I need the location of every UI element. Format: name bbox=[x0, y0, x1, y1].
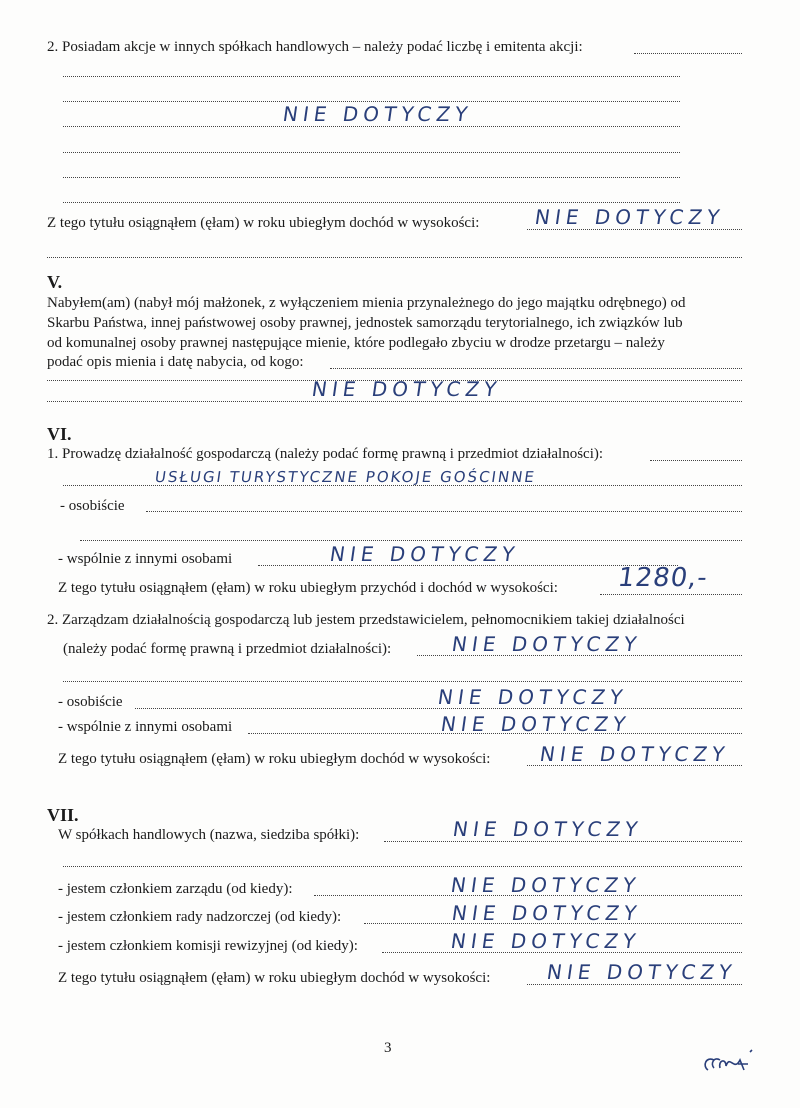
page-number: 3 bbox=[384, 1040, 392, 1056]
dotted-line bbox=[63, 76, 680, 77]
management-label-1: 2. Zarządzam działalnością gospodarczą lub jestem przedstawicielem, pełnomocnikiem takiej działalności bbox=[47, 612, 685, 628]
companies-answer: NIE DOTYCZY bbox=[451, 817, 644, 841]
dotted-line bbox=[650, 460, 742, 461]
section-v-text-4: podać opis mienia i datę nabycia, od kogo: bbox=[47, 354, 304, 370]
business-joint-label: - wspólnie z innymi osobami bbox=[58, 551, 233, 567]
supervisory-label: - jestem członkiem rady nadzorczej (od kiedy): bbox=[58, 909, 342, 925]
shares-answer: NIE DOTYCZY bbox=[281, 102, 474, 126]
item-shares-label: 2. Posiadam akcje w innych spółkach handlowych – należy podać liczbę i emitenta akcji: bbox=[47, 39, 583, 55]
dotted-line bbox=[527, 229, 742, 230]
management-personal-answer: NIE DOTYCZY bbox=[436, 685, 629, 709]
audit-answer: NIE DOTYCZY bbox=[449, 929, 642, 953]
board-label: - jestem członkiem zarządu (od kiedy): bbox=[58, 881, 293, 897]
section-v-text-2: Skarbu Państwa, innej państwowej osoby prawnej, jednostek samorządu terytorialnego, ich związków lub bbox=[47, 315, 683, 331]
section-v-answer: NIE DOTYCZY bbox=[310, 377, 503, 401]
section-v-heading: V. bbox=[47, 272, 63, 292]
signature-icon bbox=[700, 1042, 760, 1082]
dotted-line bbox=[63, 202, 680, 203]
section-v-text-1: Nabyłem(am) (nabył mój małżonek, z wyłączeniem mienia przynależnego do jego majątku odrębnego) od bbox=[47, 295, 686, 311]
management-joint-label: - wspólnie z innymi osobami bbox=[58, 719, 233, 735]
dotted-line bbox=[63, 177, 680, 178]
management-income-answer: NIE DOTYCZY bbox=[538, 742, 731, 766]
companies-income-answer: NIE DOTYCZY bbox=[545, 960, 738, 984]
supervisory-answer: NIE DOTYCZY bbox=[450, 901, 643, 925]
business-personal-label: - osobiście bbox=[60, 498, 125, 514]
dotted-line bbox=[47, 257, 742, 258]
dotted-line bbox=[47, 401, 742, 402]
dotted-line bbox=[600, 594, 742, 595]
section-v-text-3: od komunalnej osoby prawnej następujące mienie, które podlegało zbyciu w drodze przetargu – należy bbox=[47, 335, 665, 351]
management-joint-answer: NIE DOTYCZY bbox=[439, 712, 632, 736]
dotted-line bbox=[384, 841, 742, 842]
section-vii-heading: VII. bbox=[47, 805, 79, 825]
dotted-line bbox=[63, 866, 742, 867]
management-income-label: Z tego tytułu osiągnąłem (ęłam) w roku ubiegłym dochód w wysokości: bbox=[58, 751, 491, 767]
dotted-line bbox=[634, 53, 742, 54]
management-label-2: (należy podać formę prawną i przedmiot działalności): bbox=[63, 641, 392, 657]
section-vi-heading: VI. bbox=[47, 424, 72, 444]
business-label: 1. Prowadzę działalność gospodarczą (należy podać formę prawną i przedmiot działalności): bbox=[47, 446, 604, 462]
dotted-line bbox=[63, 681, 742, 682]
shares-income-label: Z tego tytułu osiągnąłem (ęłam) w roku ubiegłym dochód w wysokości: bbox=[47, 215, 480, 231]
dotted-line bbox=[63, 126, 680, 127]
audit-label: - jestem członkiem komisji rewizyjnej (od kiedy): bbox=[58, 938, 358, 954]
dotted-line bbox=[80, 540, 742, 541]
management-answer: NIE DOTYCZY bbox=[450, 632, 643, 656]
business-income-label: Z tego tytułu osiągnąłem (ęłam) w roku ubiegłym przychód i dochód w wysokości: bbox=[58, 580, 558, 596]
business-joint-answer: NIE DOTYCZY bbox=[328, 542, 521, 566]
dotted-line bbox=[63, 485, 742, 486]
companies-income-label: Z tego tytułu osiągnąłem (ęłam) w roku ubiegłym dochód w wysokości: bbox=[58, 970, 491, 986]
management-personal-label: - osobiście bbox=[58, 694, 123, 710]
dotted-line bbox=[527, 984, 742, 985]
dotted-line bbox=[63, 152, 680, 153]
business-income-answer: 1280,- bbox=[615, 563, 710, 593]
business-answer: USŁUGI TURYSTYCZNE POKOJE GOŚCINNE bbox=[153, 468, 538, 486]
shares-income-answer: NIE DOTYCZY bbox=[533, 205, 726, 229]
board-answer: NIE DOTYCZY bbox=[449, 873, 642, 897]
companies-label: W spółkach handlowych (nazwa, siedziba spółki): bbox=[58, 827, 360, 843]
dotted-line bbox=[146, 511, 742, 512]
dotted-line bbox=[330, 368, 742, 369]
